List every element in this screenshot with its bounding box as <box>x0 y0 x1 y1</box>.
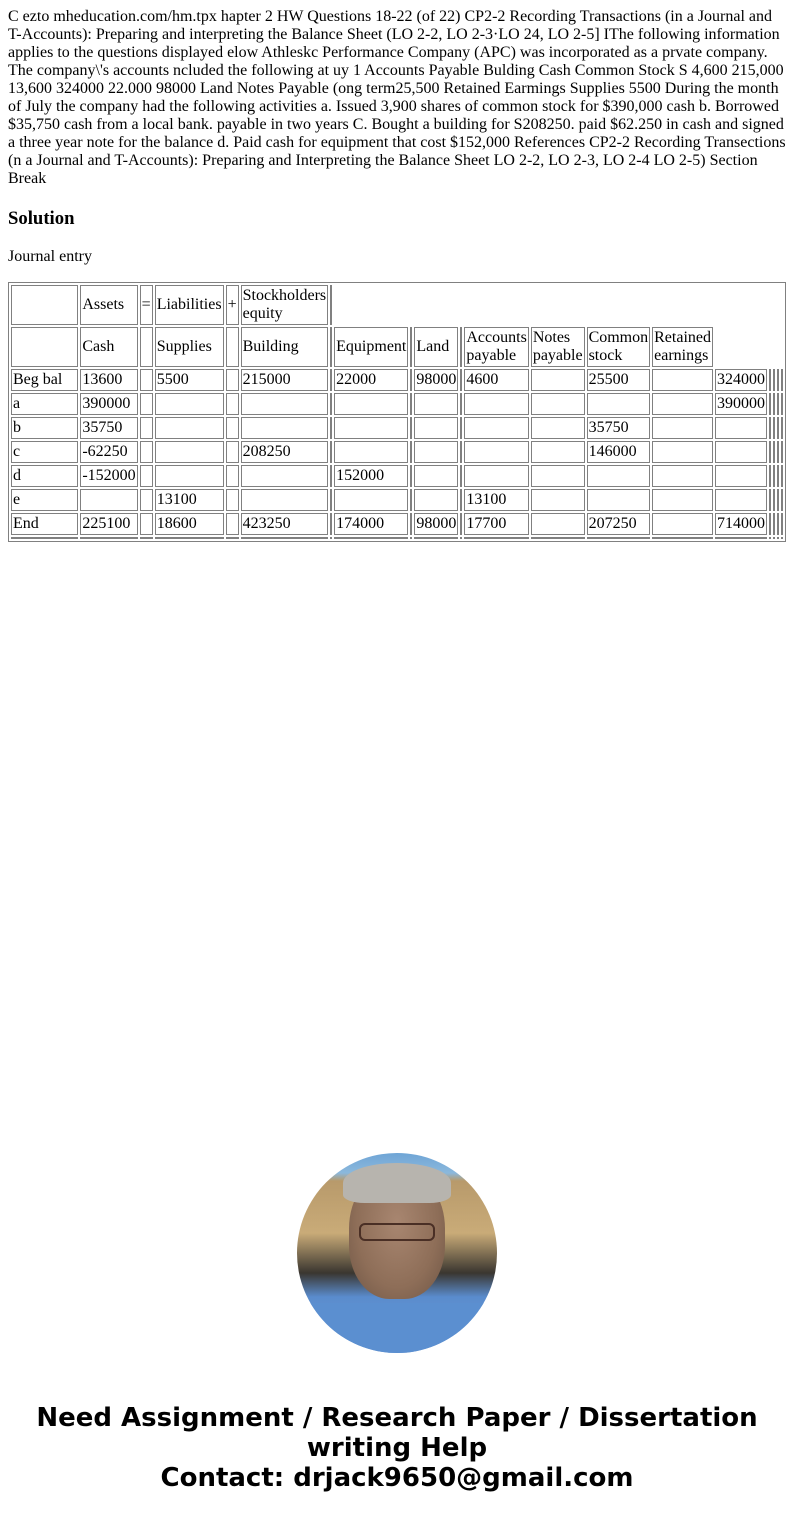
blank-cell <box>226 417 239 439</box>
blank-cell <box>226 441 239 463</box>
accounts-payable-cell: 13100 <box>464 489 528 511</box>
spacer-cell <box>781 441 783 463</box>
empty-cell <box>330 537 332 539</box>
cash-cell: -62250 <box>80 441 137 463</box>
header-blank <box>11 285 78 325</box>
spacer-cell <box>777 441 779 463</box>
row-label: a <box>11 393 78 415</box>
header-spacer <box>410 327 412 367</box>
retained-earnings-cell: 390000 <box>715 393 767 415</box>
contact-banner <box>0 1403 794 1493</box>
header-row-2 <box>11 327 783 367</box>
notes-payable-cell <box>531 441 585 463</box>
header-liabilities: Liabilities <box>155 285 224 325</box>
header-equity: Stockholders equity <box>241 285 329 325</box>
empty-cell <box>410 537 412 539</box>
accounts-payable-cell <box>464 441 528 463</box>
retained-earnings-cell <box>715 465 767 487</box>
blank-cell <box>140 393 153 415</box>
supplies-cell: 5500 <box>155 369 224 391</box>
equipment-cell: 22000 <box>334 369 408 391</box>
spacer-cell <box>460 513 462 535</box>
supplies-cell: 18600 <box>155 513 224 535</box>
notes-payable-cell <box>531 417 585 439</box>
spacer-cell <box>777 489 779 511</box>
spacer-cell <box>410 417 412 439</box>
spacer-cell <box>781 489 783 511</box>
spacer-cell <box>330 513 332 535</box>
blank-cell <box>140 465 153 487</box>
accounts-payable-cell: 4600 <box>464 369 528 391</box>
common-stock-cell <box>587 465 651 487</box>
building-cell <box>241 393 329 415</box>
table-row-empty <box>11 537 783 539</box>
spacer-cell <box>773 441 775 463</box>
spacer-cell <box>330 441 332 463</box>
building-cell <box>241 489 329 511</box>
spacer-cell <box>460 417 462 439</box>
spacer-cell <box>460 369 462 391</box>
empty-cell <box>777 537 779 539</box>
banner-line-3: Contact: drjack9650@gmail.com <box>160 1463 634 1493</box>
table-row <box>11 393 783 415</box>
header-spacer <box>330 327 332 367</box>
page-content <box>0 0 794 542</box>
spacer-cell <box>773 417 775 439</box>
blank-cell <box>652 513 713 535</box>
table-row <box>11 465 783 487</box>
avatar-hair <box>343 1163 451 1203</box>
spacer-cell <box>769 465 771 487</box>
spacer-cell <box>330 393 332 415</box>
cash-cell: 13600 <box>80 369 137 391</box>
row-label: d <box>11 465 78 487</box>
blank-cell <box>652 369 713 391</box>
cash-cell: 390000 <box>80 393 137 415</box>
spacer-cell <box>769 369 771 391</box>
empty-cell <box>587 537 651 539</box>
avatar-photo <box>297 1153 497 1353</box>
land-cell: 98000 <box>414 369 458 391</box>
common-stock-cell: 146000 <box>587 441 651 463</box>
spacer-cell <box>773 513 775 535</box>
empty-cell <box>140 537 153 539</box>
spacer-cell <box>769 513 771 535</box>
spacer-cell <box>769 441 771 463</box>
spacer-cell <box>773 465 775 487</box>
header-supplies: Supplies <box>155 327 224 367</box>
spacer-cell <box>330 465 332 487</box>
header-blank <box>140 327 153 367</box>
spacer-cell <box>769 489 771 511</box>
supplies-cell <box>155 465 224 487</box>
table-row <box>11 369 783 391</box>
land-cell <box>414 489 458 511</box>
empty-cell <box>334 537 408 539</box>
common-stock-cell: 35750 <box>587 417 651 439</box>
land-cell <box>414 441 458 463</box>
common-stock-cell: 207250 <box>587 513 651 535</box>
spacer-cell <box>777 417 779 439</box>
header-equals: = <box>140 285 153 325</box>
cash-cell: -152000 <box>80 465 137 487</box>
building-cell: 423250 <box>241 513 329 535</box>
building-cell <box>241 417 329 439</box>
banner-line-1: Need Assignment / Research Paper / Dissertation <box>36 1403 758 1433</box>
spacer-cell <box>410 489 412 511</box>
empty-cell <box>460 537 462 539</box>
equipment-cell: 152000 <box>334 465 408 487</box>
header-retained-earnings: Retained earnings <box>652 327 713 367</box>
equipment-cell <box>334 441 408 463</box>
spacer-cell <box>773 369 775 391</box>
blank-cell <box>140 513 153 535</box>
common-stock-cell <box>587 393 651 415</box>
supplies-cell <box>155 441 224 463</box>
notes-payable-cell <box>531 393 585 415</box>
empty-cell <box>781 537 783 539</box>
blank-cell <box>226 465 239 487</box>
header-equipment: Equipment <box>334 327 408 367</box>
spacer-cell <box>460 465 462 487</box>
common-stock-cell <box>587 489 651 511</box>
empty-cell <box>531 537 585 539</box>
header-common-stock: Common stock <box>587 327 651 367</box>
spacer-cell <box>773 489 775 511</box>
table-row <box>11 417 783 439</box>
spacer-cell <box>781 513 783 535</box>
spacer-cell <box>410 441 412 463</box>
empty-cell <box>773 537 775 539</box>
retained-earnings-cell: 324000 <box>715 369 767 391</box>
header-assets: Assets <box>80 285 137 325</box>
notes-payable-cell <box>531 369 585 391</box>
spacer-cell <box>781 417 783 439</box>
retained-earnings-cell <box>715 489 767 511</box>
supplies-cell: 13100 <box>155 489 224 511</box>
building-cell: 215000 <box>241 369 329 391</box>
spacer-cell <box>769 393 771 415</box>
blank-cell <box>140 489 153 511</box>
cash-cell: 35750 <box>80 417 137 439</box>
empty-cell <box>11 537 78 539</box>
notes-payable-cell <box>531 489 585 511</box>
solution-heading: Solution <box>8 208 75 229</box>
header-plus: + <box>226 285 239 325</box>
blank-cell <box>226 489 239 511</box>
spacer-cell <box>410 393 412 415</box>
empty-cell <box>241 537 329 539</box>
spacer-cell <box>410 513 412 535</box>
empty-cell <box>464 537 528 539</box>
table-row <box>11 489 783 511</box>
land-cell <box>414 417 458 439</box>
retained-earnings-cell <box>715 441 767 463</box>
empty-cell <box>226 537 239 539</box>
land-cell: 98000 <box>414 513 458 535</box>
journal-table <box>8 282 786 542</box>
header-building: Building <box>241 327 329 367</box>
spacer-cell <box>781 369 783 391</box>
spacer-cell <box>330 417 332 439</box>
building-cell: 208250 <box>241 441 329 463</box>
blank-cell <box>226 369 239 391</box>
empty-cell <box>155 537 224 539</box>
empty-cell <box>414 537 458 539</box>
row-label: e <box>11 489 78 511</box>
empty-cell <box>652 537 713 539</box>
spacer-cell <box>410 465 412 487</box>
spacer-cell <box>777 513 779 535</box>
header-notes-payable: Notes payable <box>531 327 585 367</box>
empty-cell <box>715 537 767 539</box>
empty-cell <box>80 537 137 539</box>
header-blank <box>226 327 239 367</box>
notes-payable-cell <box>531 465 585 487</box>
spacer-cell <box>460 441 462 463</box>
land-cell <box>414 465 458 487</box>
journal-entry-label: Journal entry <box>8 248 92 265</box>
supplies-cell <box>155 393 224 415</box>
common-stock-cell: 25500 <box>587 369 651 391</box>
empty-cell <box>769 537 771 539</box>
equipment-cell <box>334 489 408 511</box>
accounts-payable-cell <box>464 393 528 415</box>
accounts-payable-cell <box>464 417 528 439</box>
equipment-cell <box>334 393 408 415</box>
header-accounts-payable: Accounts payable <box>464 327 528 367</box>
blank-cell <box>652 465 713 487</box>
supplies-cell <box>155 417 224 439</box>
blank-cell <box>652 393 713 415</box>
spacer-cell <box>460 393 462 415</box>
spacer-cell <box>777 465 779 487</box>
table-row <box>11 513 783 535</box>
header-land: Land <box>414 327 458 367</box>
spacer-cell <box>781 465 783 487</box>
cash-cell: 225100 <box>80 513 137 535</box>
row-label: Beg bal <box>11 369 78 391</box>
banner-line-2: writing Help <box>306 1433 488 1463</box>
building-cell <box>241 465 329 487</box>
row-label: c <box>11 441 78 463</box>
header-spacer <box>460 327 462 367</box>
header-blank <box>11 327 78 367</box>
equipment-cell: 174000 <box>334 513 408 535</box>
spacer-cell <box>410 369 412 391</box>
retained-earnings-cell: 714000 <box>715 513 767 535</box>
blank-cell <box>226 513 239 535</box>
accounts-payable-cell: 17700 <box>464 513 528 535</box>
retained-earnings-cell <box>715 417 767 439</box>
header-spacer <box>330 285 332 325</box>
row-label: b <box>11 417 78 439</box>
blank-cell <box>140 441 153 463</box>
header-cash: Cash <box>80 327 137 367</box>
question-text: C ezto mheducation.com/hm.tpx hapter 2 HW Questions 18-22 (of 22) CP2-2 Recording Transactions (in a Journal and T-Accounts): Preparing and interpreting the Balance Sheet (LO 2-2, LO 2-3·LO 24, LO 2-5] IThe following information applies to the questions displayed elow Athleskc Performance Company (APC) was incorporated as a prvate company. The company\'s accounts ncluded the following at uy 1 Accounts Payable Bulding Cash Common Stock S 4,600 215,000 13,600 324000 22.000 98000 Land Notes Payable (ong term25,500 Retained Earmings Supplies 5500 During the month of July the company had the following activities a. Issued 3,900 shares of common stock for $390,000 cash b. Borrowed $35,750 cash from a local bank. payable in two years C. Bought a building for S208250. paid $62.250 in cash and signed a three year note for the balance d. Paid cash for equipment that cost $152,000 References CP2-2 Recording Transections (n a Journal and T-Accounts): Preparing and Interpreting the Balance Sheet LO 2-2, LO 2-3, LO 2-4 LO 2-5) Section Break <box>8 8 786 187</box>
spacer-cell <box>460 489 462 511</box>
spacer-cell <box>330 489 332 511</box>
blank-cell <box>140 417 153 439</box>
accounts-payable-cell <box>464 465 528 487</box>
land-cell <box>414 393 458 415</box>
spacer-cell <box>769 417 771 439</box>
table-row <box>11 441 783 463</box>
avatar-shirt <box>297 1303 497 1353</box>
cash-cell <box>80 489 137 511</box>
spacer-cell <box>777 393 779 415</box>
blank-cell <box>652 417 713 439</box>
blank-cell <box>140 369 153 391</box>
blank-cell <box>652 489 713 511</box>
blank-cell <box>226 393 239 415</box>
spacer-cell <box>781 393 783 415</box>
equipment-cell <box>334 417 408 439</box>
spacer-cell <box>777 369 779 391</box>
spacer-cell <box>773 393 775 415</box>
blank-cell <box>652 441 713 463</box>
spacer-cell <box>330 369 332 391</box>
avatar-glasses <box>359 1223 435 1241</box>
notes-payable-cell <box>531 513 585 535</box>
row-label: End <box>11 513 78 535</box>
header-row-1 <box>11 285 783 325</box>
